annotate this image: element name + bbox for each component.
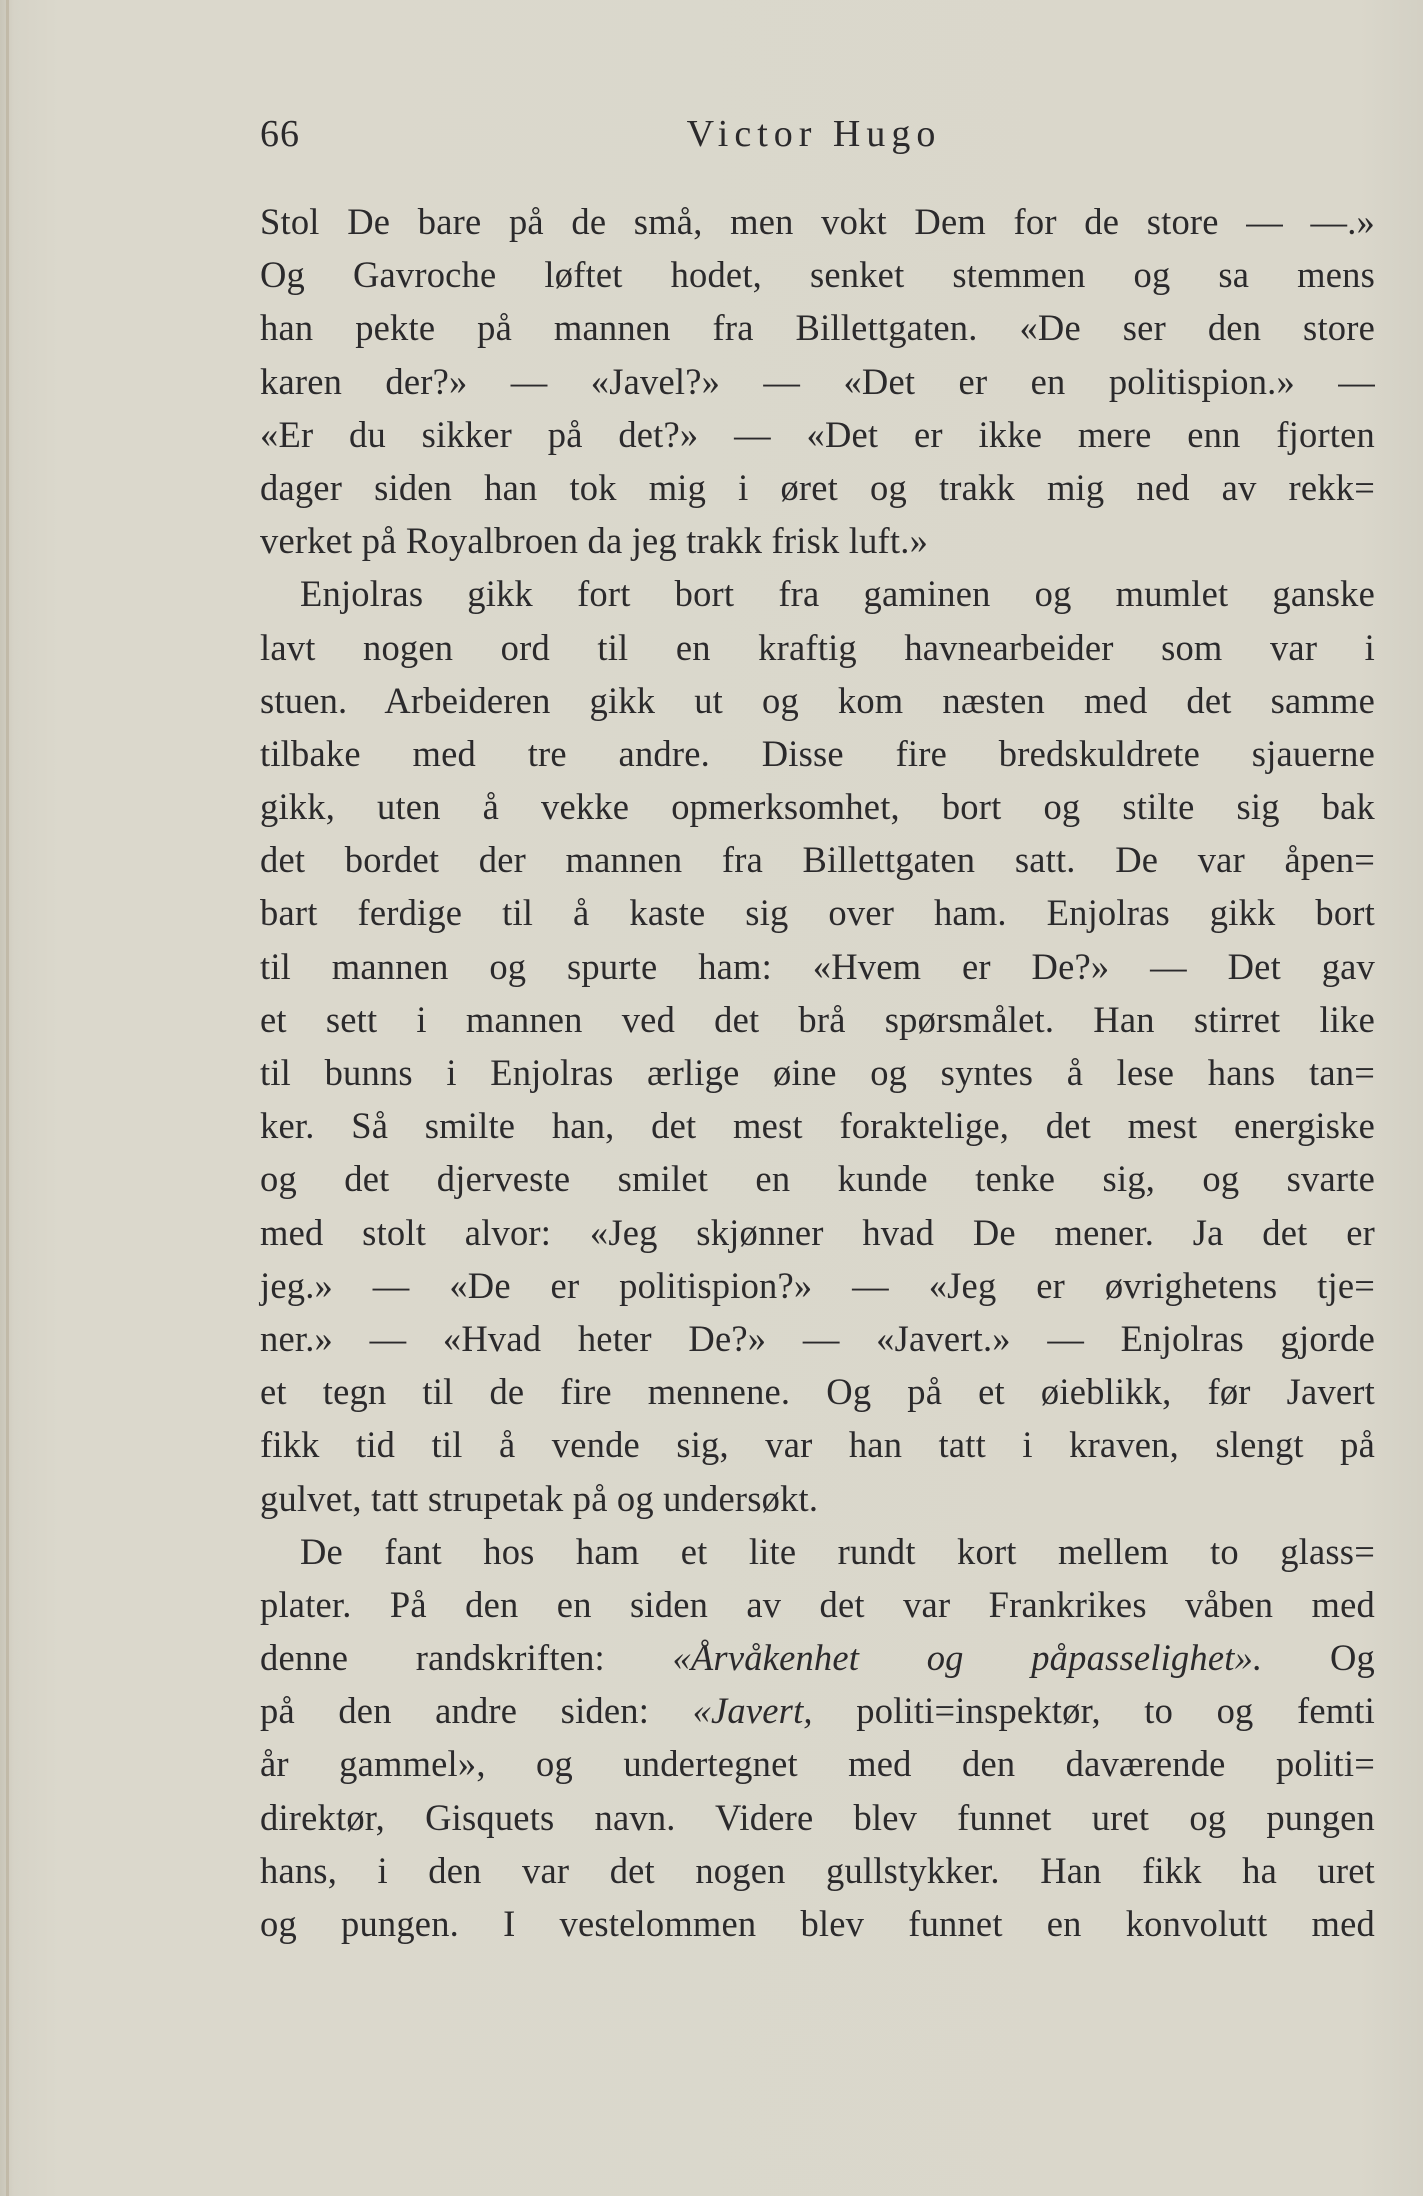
italic-text-segment: «Årvåkenhet og påpasselighet». — [672, 1637, 1263, 1679]
text-line: og det djerveste smilet en kunde tenke sig, og svarte — [260, 1158, 1375, 1200]
text-line: De fant hos ham et lite rundt kort mellem to glass= — [300, 1530, 1375, 1572]
text-line: gulvet, tatt strupetak på og undersøkt. — [260, 1477, 819, 1519]
text-line: ker. Så smilte han, det mest foraktelige, det mest energiske — [260, 1105, 1375, 1147]
text-line: direktør, Gisquets navn. Videre blev funnet uret og pungen — [260, 1796, 1375, 1838]
text-line: lavt nogen ord til en kraftig havnearbeider som var i — [260, 626, 1375, 668]
text-line: til mannen og spurte ham: «Hvem er De?» — Det gav — [260, 945, 1375, 987]
text-line — [260, 1631, 1375, 1684]
text-line — [260, 1684, 1375, 1737]
text-line: bart ferdige til å kaste sig over ham. Enjolras gikk bort — [260, 892, 1375, 934]
text-line: år gammel», og undertegnet med den daværende politi= — [260, 1743, 1375, 1785]
running-head: Victor Hugo — [686, 113, 942, 155]
text-segment: på den andre siden: — [260, 1690, 693, 1732]
text-line: til bunns i Enjolras ærlige øine og syntes å lese hans tan= — [260, 1052, 1375, 1093]
page-number: 66 — [260, 113, 300, 155]
text-line: Og Gavroche løftet hodet, senket stemmen og sa mens — [260, 254, 1375, 296]
text-segment: Og — [1262, 1637, 1375, 1679]
page-header — [260, 112, 1368, 168]
text-line: verket på Royalbroen da jeg trakk frisk luft.» — [260, 520, 929, 562]
text-line: karen der?» — «Javel?» — «Det er en politispion.» — — [260, 360, 1375, 402]
text-segment: politi=inspektør, to og femti — [812, 1690, 1375, 1732]
text-line: ner.» — «Hvad heter De?» — «Javert.» — Enjolras gjorde — [260, 1317, 1375, 1359]
text-segment: denne randskriften: — [260, 1637, 673, 1679]
text-line: fikk tid til å vende sig, var han tatt i kraven, slengt på — [260, 1424, 1375, 1466]
body-text — [260, 195, 1375, 1950]
text-line: tilbake med tre andre. Disse fire bredskuldrete sjauerne — [260, 732, 1375, 774]
text-line: «Er du sikker på det?» — «Det er ikke mere enn fjorten — [260, 413, 1375, 455]
text-line: dager siden han tok mig i øret og trakk mig ned av rekk= — [260, 466, 1375, 508]
text-line: og pungen. I vestelommen blev funnet en konvolutt med — [260, 1903, 1375, 1944]
text-line: gikk, uten å vekke opmerksomhet, bort og stilte sig bak — [260, 786, 1375, 828]
text-line: plater. På den en siden av det var Frankrikes våben med — [260, 1583, 1375, 1625]
text-line: et sett i mannen ved det brå spørsmålet. Han stirret like — [260, 998, 1375, 1040]
italic-text-segment: «Javert, — [692, 1690, 813, 1732]
text-line: et tegn til de fire mennene. Og på et øieblikk, før Javert — [260, 1371, 1375, 1413]
binding-edge — [6, 0, 9, 2196]
text-line: Enjolras gikk fort bort fra gaminen og mumlet ganske — [300, 573, 1375, 615]
text-line: det bordet der mannen fra Billettgaten satt. De var åpen= — [260, 839, 1375, 881]
text-line: han pekte på mannen fra Billettgaten. «De ser den store — [260, 307, 1375, 349]
text-line: hans, i den var det nogen gullstykker. Han fikk ha uret — [260, 1849, 1375, 1891]
text-line: med stolt alvor: «Jeg skjønner hvad De mener. Ja det er — [260, 1211, 1375, 1253]
text-line: jeg.» — «De er politispion?» — «Jeg er øvrighetens tje= — [260, 1264, 1375, 1306]
text-line: Stol De bare på de små, men vokt Dem for de store — —.» — [260, 201, 1375, 242]
text-line: stuen. Arbeideren gikk ut og kom næsten med det samme — [260, 679, 1375, 721]
